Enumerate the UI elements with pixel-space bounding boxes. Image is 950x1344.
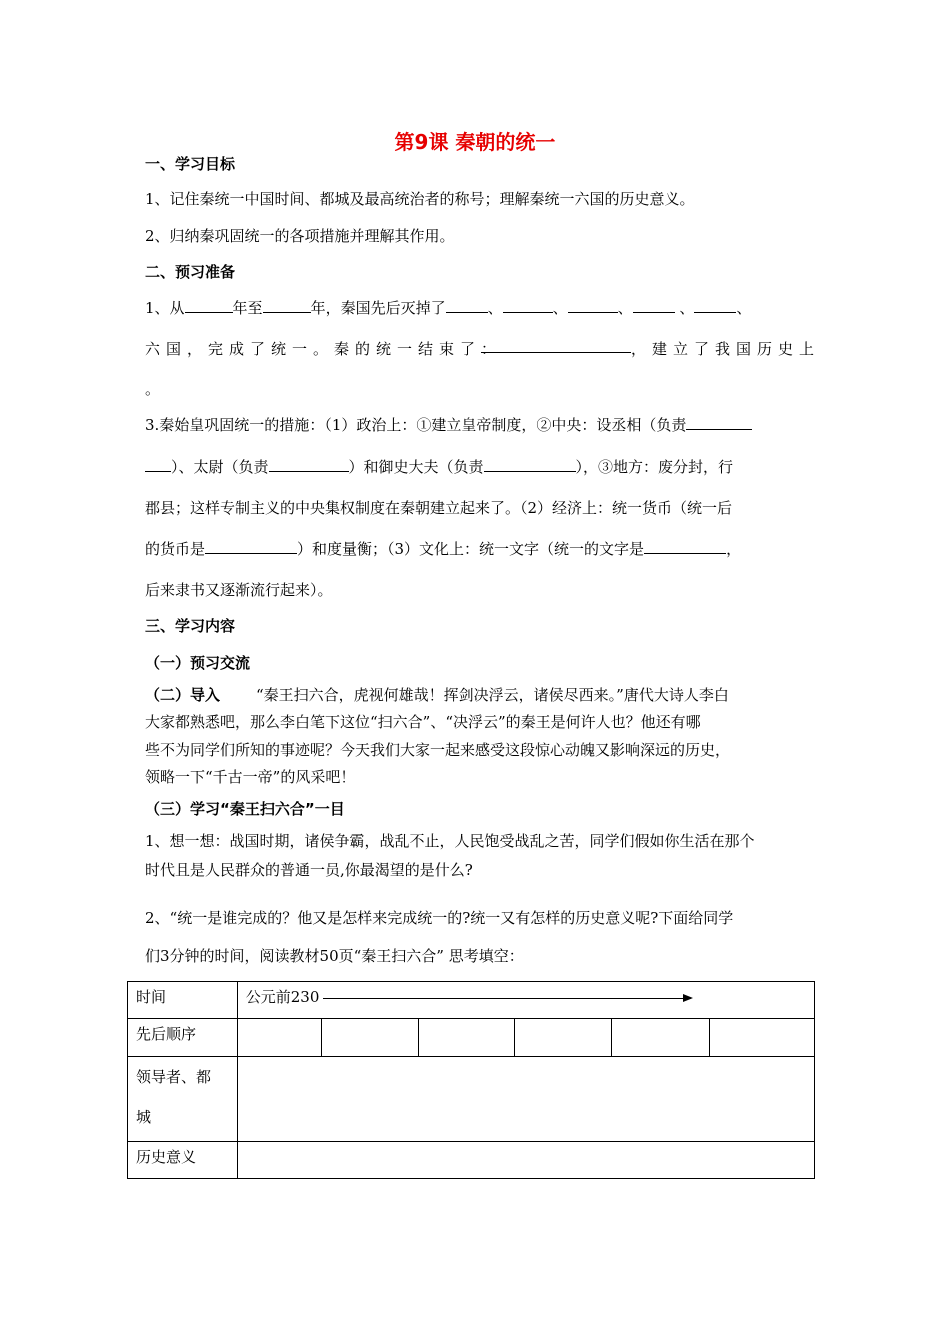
text: 、	[736, 299, 752, 317]
section-heading-content: 三、学习内容	[145, 617, 236, 635]
significance-cell[interactable]	[237, 1142, 814, 1179]
order-cell[interactable]	[710, 1019, 815, 1057]
timeline-cell	[237, 982, 814, 1019]
blank[interactable]	[694, 298, 736, 313]
table-row	[128, 1057, 815, 1142]
question-1-line-1	[145, 297, 751, 318]
table-row	[128, 1142, 815, 1179]
blank[interactable]	[446, 298, 488, 313]
question-1-line-3: 。	[145, 380, 161, 398]
text: 、	[487, 299, 503, 317]
subsection-preview-exchange: （一）预习交流	[145, 654, 251, 672]
question-2-line-2: 们3分钟的时间，阅读教材50页“秦王扫六合” 思考填空：	[145, 947, 524, 965]
text: ，建立了我国历史上	[631, 340, 821, 358]
order-cell[interactable]	[612, 1019, 710, 1057]
intro-line-3: 些不为同学们所知的事迹呢？今天我们大家一起来感受这段惊心动魄又影响深远的历史，	[145, 741, 731, 759]
think-line-1: 1、想一想：战国时期，诸侯争霸，战乱不止，人民饱受战乱之苦，同学们假如你生活在那个	[145, 832, 755, 850]
text: 、	[617, 299, 633, 317]
intro-line-4: 领略一下“千古一帝”的风采吧！	[145, 768, 356, 786]
question-3-line-5: 后来隶书又逐渐流行起来）。	[145, 581, 333, 599]
order-cell[interactable]	[321, 1019, 418, 1057]
arrow-right-icon	[323, 998, 691, 999]
label-line: 领导者、都	[136, 1068, 212, 1086]
intro-line-1	[145, 684, 729, 705]
subsection-intro-label: （二）导入	[145, 686, 221, 704]
blank[interactable]	[568, 298, 618, 313]
think-line-2: 时代且是人民群众的普通一员,你最渴望的是什么?	[145, 861, 473, 879]
text: 年，秦国先后灭掉了	[310, 299, 446, 317]
text: 、	[552, 299, 568, 317]
table-cell-label: 先后顺序	[128, 1019, 238, 1057]
label-line: 城	[136, 1108, 152, 1126]
section-heading-goals: 一、学习目标	[145, 155, 236, 173]
blank[interactable]	[269, 457, 349, 472]
question-3-line-4	[145, 538, 741, 559]
text: 、	[674, 299, 695, 317]
blank[interactable]	[481, 338, 631, 358]
text: 3.秦始皇巩固统一的措施：（1）政治上：①建立皇帝制度，②中央：设丞相（负责	[145, 416, 687, 434]
question-3-line-3: 郡县；这样专制主义的中央集权制度在秦朝建立起来了。（2）经济上：统一货币（统一后	[145, 499, 733, 517]
question-2-line-1: 2、“统一是谁完成的？他又是怎样来完成统一的?统一又有怎样的历史意义呢?下面给同学	[145, 909, 734, 927]
blank[interactable]	[263, 298, 311, 313]
text: ），③地方：废分封，行	[575, 458, 734, 476]
order-cell[interactable]	[237, 1019, 321, 1057]
text: ）和御史大夫（负责	[348, 458, 484, 476]
blank[interactable]	[686, 415, 752, 430]
order-cell[interactable]	[418, 1019, 515, 1057]
timeline-start: 公元前230	[245, 988, 320, 1006]
table-cell-label: 历史意义	[128, 1142, 238, 1179]
text: ）、太尉（负责	[171, 458, 269, 476]
text: “秦王扫六合，虎视何雄哉！挥剑决浮云，诸侯尽西来。”唐代大诗人李白	[256, 686, 729, 704]
unification-table	[127, 981, 815, 1179]
text: 1、从	[145, 299, 185, 317]
goal-item-2: 2、归纳秦巩固统一的各项措施并理解其作用。	[145, 227, 455, 245]
question-3-line-2	[145, 456, 733, 477]
goal-item-1: 1、记住秦统一中国时间、都城及最高统治者的称号；理解秦统一六国的历史意义。	[145, 190, 695, 208]
question-3-line-1	[145, 414, 752, 435]
order-cell[interactable]	[515, 1019, 612, 1057]
text: 年至	[232, 299, 263, 317]
leader-capital-cell[interactable]	[237, 1057, 814, 1142]
blank[interactable]	[484, 457, 576, 472]
question-1-line-2	[145, 338, 820, 359]
subsection-study: （三）学习“秦王扫六合”一目	[145, 800, 345, 818]
text: ）和度量衡；（3）文化上：统一文字（统一的文字是	[297, 540, 645, 558]
table-row	[128, 1019, 815, 1057]
text: ：	[481, 340, 497, 358]
table-cell-label	[128, 1057, 238, 1142]
table-row	[128, 982, 815, 1019]
page-title: 第9课 秦朝的统一	[394, 130, 556, 154]
blank[interactable]	[185, 298, 233, 313]
blank[interactable]	[503, 298, 553, 313]
blank[interactable]	[644, 539, 726, 554]
blank[interactable]	[633, 298, 675, 313]
intro-line-2: 大家都熟悉吧，那么李白笔下这位“扫六合”、“决浮云”的秦王是何许人也？他还有哪	[145, 713, 701, 731]
text: ，	[726, 540, 742, 558]
section-heading-preview: 二、预习准备	[145, 263, 236, 281]
text: 六国，完成了统一。秦的统一结束了	[145, 340, 482, 358]
blank[interactable]	[145, 457, 171, 472]
text: 的货币是	[145, 540, 206, 558]
blank[interactable]	[205, 539, 297, 554]
table-cell-label: 时间	[128, 982, 238, 1019]
